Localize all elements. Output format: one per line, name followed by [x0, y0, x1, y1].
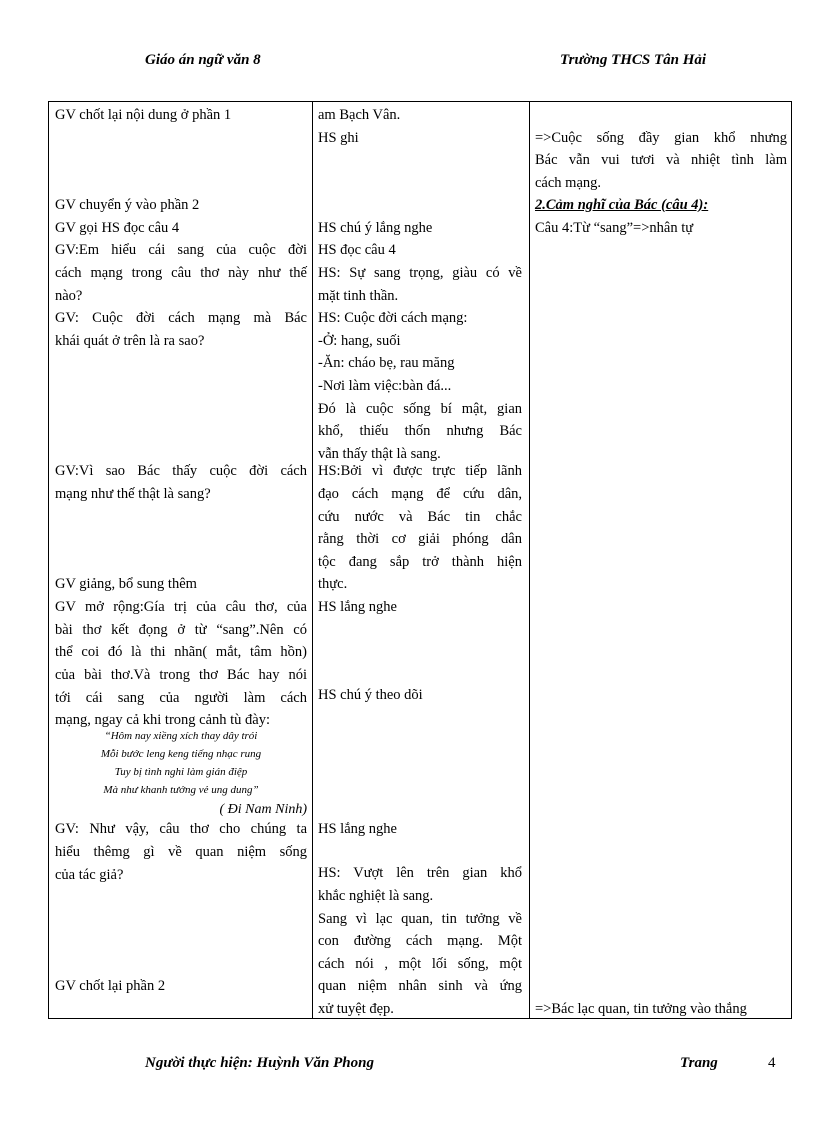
text-line: vẫn thấy thật là sang. — [318, 446, 441, 462]
text-line: HS: Sự sang trọng, giàu có về — [318, 265, 522, 281]
header-subject: Giáo án ngữ văn 8 — [145, 52, 261, 68]
column-divider — [312, 102, 313, 1018]
text-line: HS lắng nghe — [318, 821, 397, 837]
text-line: GV: Như vậy, câu thơ cho chúng ta — [55, 821, 307, 837]
poem-line: Tuy bị tình nghi làm gián điệp — [114, 766, 248, 778]
text-line: nào? — [55, 288, 83, 304]
text-line: xử tuyệt đẹp. — [318, 1001, 394, 1017]
text-line: của bài thơ.Và trong thơ Bác hay nói — [55, 667, 307, 683]
text-line: thực. — [318, 576, 348, 592]
poem-line: Mà như khanh tướng vẻ ung dung” — [103, 784, 259, 796]
text-line: -Nơi làm việc:bàn đá... — [318, 378, 452, 394]
text-line: tộc đang sắp trở thành hiện — [318, 554, 522, 570]
text-line: hiểu thêmg gì về quan niệm sống — [55, 844, 307, 860]
text-line: khái quát ở trên là ra sao? — [55, 333, 205, 349]
text-line: GV chốt lại nội dung ở phần 1 — [55, 107, 232, 123]
text-line: bài thơ kết đọng ở từ “sang”.Nên có — [55, 622, 307, 638]
text-line: cách nói , một lối sống, một — [318, 956, 522, 972]
text-line: am Bạch Vân. — [318, 107, 401, 123]
text-line: GV mở rộng:Gía trị của câu thơ, của — [55, 599, 307, 615]
text-line: GV: Cuộc đời cách mạng mà Bác — [55, 310, 307, 326]
text-line: HS ghi — [318, 130, 359, 146]
text-line: GV:Vì sao Bác thấy cuộc đời cách — [55, 463, 307, 479]
text-line: mặt tinh thần. — [318, 288, 399, 304]
text-line: cách mạng. — [535, 175, 602, 191]
text-line: con đường cách mạng. Một — [318, 933, 522, 949]
poem-line: “Hôm nay xiềng xích thay dây trói — [104, 730, 258, 742]
text-line: Câu 4:Từ “sang”=>nhân tự — [535, 220, 694, 236]
section-heading: 2.Cảm nghĩ của Bác (câu 4): — [535, 197, 709, 213]
text-line: GV gọi HS đọc câu 4 — [55, 220, 180, 236]
text-line: HS: Vượt lên trên gian khổ — [318, 865, 522, 881]
text-line: =>Bác lạc quan, tin tưởng vào thắng — [535, 1001, 747, 1017]
text-line: cách mạng trong câu thơ này như thế — [55, 265, 307, 281]
text-line: HS: Cuộc đời cách mạng: — [318, 310, 468, 326]
text-line: mạng như thế thật là sang? — [55, 486, 211, 502]
text-line: Sang vì lạc quan, tin tưởng về — [318, 911, 522, 927]
text-line: GV giảng, bổ sung thêm — [55, 576, 197, 592]
poem-source: ( Đi Nam Ninh) — [219, 802, 307, 817]
text-line: của tác giả? — [55, 867, 124, 883]
text-line: Đó là cuộc sống bí mật, gian — [318, 401, 522, 417]
text-line: GV chuyển ý vào phần 2 — [55, 197, 200, 213]
text-line: khổ, thiếu thốn nhưng Bác — [318, 423, 522, 439]
header-school: Trường THCS Tân Hải — [560, 52, 707, 68]
text-line: HS:Bởi vì được trực tiếp lãnh — [318, 463, 522, 479]
footer-page-label: Trang — [680, 1055, 718, 1071]
text-line: mạng, ngay cả khi trong cảnh tù đày: — [55, 712, 271, 728]
text-line: HS lắng nghe — [318, 599, 397, 615]
text-line: HS chú ý lắng nghe — [318, 220, 433, 236]
text-line: -Ở: hang, suối — [318, 333, 401, 349]
text-line: =>Cuộc sống đầy gian khổ nhưng — [535, 130, 787, 146]
text-line: GV:Em hiểu cái sang của cuộc đời — [55, 242, 307, 258]
poem-line: Mỗi bước leng keng tiếng nhạc rung — [100, 748, 262, 760]
text-line: đạo cách mạng để cứu dân, — [318, 486, 522, 502]
footer-page-number: 4 — [768, 1055, 776, 1071]
column-divider — [529, 102, 530, 1018]
text-line: HS chú ý theo dõi — [318, 687, 423, 703]
text-line: thể coi đó là thi nhãn( mắt, tâm hồn) — [55, 644, 307, 660]
text-line: cứu nước và Bác tin chắc — [318, 509, 522, 525]
text-line: HS đọc câu 4 — [318, 242, 396, 258]
text-line: quan niệm nhân sinh và ứng — [318, 978, 522, 994]
text-line: rằng thời cơ giải phóng dân — [318, 531, 522, 547]
text-line: Bác vẫn vui tươi và nhiệt tình làm — [535, 152, 787, 168]
text-line: tới cái sang của người làm cách — [55, 690, 307, 706]
footer-author: Người thực hiện: Huỳnh Văn Phong — [145, 1055, 374, 1071]
text-line: -Ăn: cháo bẹ, rau măng — [318, 355, 455, 371]
text-line: khắc nghiệt là sang. — [318, 888, 434, 904]
text-line: GV chốt lại phần 2 — [55, 978, 166, 994]
lesson-table — [48, 101, 792, 1019]
